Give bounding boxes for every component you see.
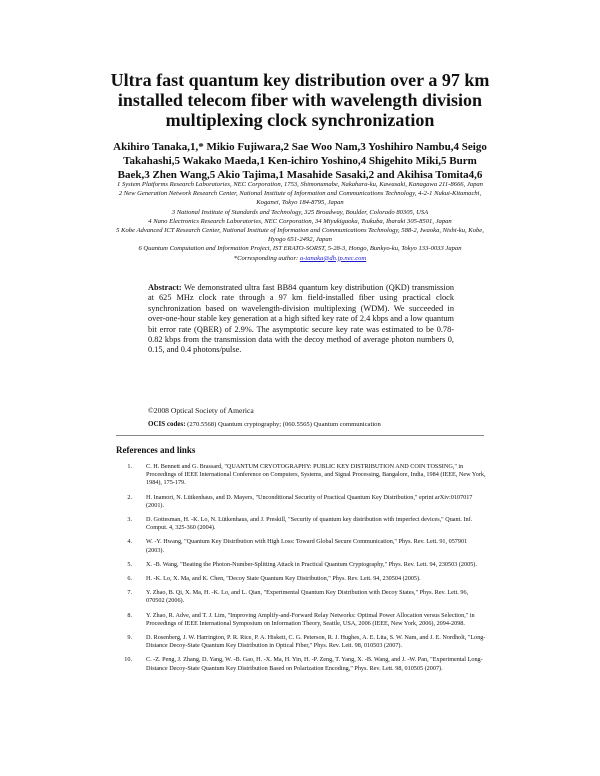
reference-text: Y. Zhao, R. Adve, and T. J. Lim, "Improving Amplify-and-Forward Relay Networks: Optimal Power Allocation versus Selection," in Proceedings of IEEE International Symposium on Information Theory, Seattle, USA, 2006 (IEEE, New York, 2006), 2094-2098. [146,611,475,627]
reference-number: 8. [127,611,132,619]
reference-item [116,561,486,569]
author-list: Akihiro Tanaka,1,* Mikio Fujiwara,2 Sae Woo Nam,3 Yoshihiro Nambu,4 Seigo Takahashi,5 Wakako Maeda,1 Ken-ichiro Yoshino,4 Shigehito Miki,5 Burm Baek,3 Zhen Wang,5 Akio Tajima,1 Masahide Sasaki,2 and Akihisa Tomita4,6 [113,141,487,181]
affiliation-1: 1 System Platforms Research Laboratories, NEC Corporation, 1753, Shimonumabe, Nakahara-ku, Kawasaki, Kanagawa 211-8666, Japan [117,181,483,188]
reference-item [116,634,486,650]
reference-text: D. Rosenberg, J. W. Harrington, P. R. Rice, P. A. Hiskett, C. G. Peterson, R. J. Hughes, A. E. Lita, S. W. Nam, and J. E. Nordholt, "Long-Distance Decoy-State Quantum Key Distribution in Optical Fiber," Phys. Rev. Lett. 98, 010503 (2007). [146,634,486,650]
abstract-label: Abstract: [148,283,182,292]
reference-item [116,656,486,672]
corresponding-email-link[interactable]: a-tanaka@dh.jp.nec.com [299,254,367,262]
reference-number: 9. [127,634,132,642]
reference-item [116,612,486,628]
reference-text: H. Inamori, N. Lütkenhaus, and D. Mayers, "Unconditional Security of Practical Quantum Key Distribution," eprint arXiv:0107017 (2001). [146,493,473,509]
reference-item [116,589,486,605]
reference-number: 5. [127,560,132,568]
paper-title: Ultra fast quantum key distribution over a 97 km installed telecom fiber with wavelength division multiplexing clock synchronization [110,70,490,130]
affiliation-4: 4 Nano Electronics Research Laboratories, NEC Corporation, 34 Miyukigaoka, Tsukuba, Ibaraki 305-8501, Japan [148,217,452,225]
reference-item [116,494,486,510]
reference-text: Y. Zhao, B. Qi, X. Ma, H. -K. Lo, and L. Qian, "Experimental Quantum Key Distribution with Decoy States," Phys. Rev. Lett. 96, 070502 (2006). [146,589,469,605]
ocis-text: (270.5568) Quantum cryptography; (060.5565) Quantum communication [185,421,381,428]
references-heading: References and links [116,445,196,455]
affiliation-5: 5 Kobe Advanced ICT Research Center, National Institute of Information and Communications Technology, 588-2, Iwaoka, Nishi-ku, Kobe, Hyogo 651-2492, Japan [116,227,484,244]
ocis-label: OCIS codes: [148,420,186,428]
section-divider [116,435,484,436]
reference-item [116,575,486,583]
corresponding-label: *Corresponding author: [233,254,300,262]
affiliation-2: 2 New Generation Network Research Center, National Institute of Information and Communications Technology, 4-2-1 Nukui-Kitamachi, Koganei, Tokyo 184-8795, Japan [118,190,482,207]
reference-text: X. -B. Wang, "Beating the Photon-Number-Splitting Attack in Practical Quantum Cryptography," Phys. Rev. Lett. 94, 230503 (2005). [146,560,477,568]
reference-item [116,538,486,554]
corresponding-author [112,254,488,263]
abstract-text: We demonstrated ultra fast BB84 quantum key distribution (QKD) transmission at 625 MHz clock rate through a 97 km field-installed fiber using practical clock synchronization based on wavelength-division multiplexing (WDM). We succeeded in over-one-hour stable key generation at a high sifted key rate of 2.4 kbps and a low quantum bit error rate (QBER) of 2.9%. The asymptotic secure key rate was estimated to be 0.78-0.82 kbps from the transmission data with the decoy method of average photon numbers 0, 0.15, and 0.4 photons/pulse. [148,283,454,355]
reference-text: H. -K. Lo, X. Ma, and K. Chen, "Decoy State Quantum Key Distribution," Phys. Rev. Lett. 94, 230504 (2005). [146,575,421,583]
reference-number: 10. [124,656,132,664]
reference-text: C. -Z. Peng, J. Zhang, D. Yang, W. -B. Gao, H. -X. Ma, H. Yin, H. -P. Zeng, T. Yang, X. -B. Wang, and J. -W. Pan, "Experimental Long-Distance Decoy-State Quantum Key Distribution Based on Polarization Encoding," Phys. Rev. Lett. 98, 010505 (2007). [146,656,483,672]
reference-number: 2. [127,493,132,501]
reference-item [116,516,486,532]
ocis-codes [148,420,468,428]
abstract [148,283,454,356]
affiliations [112,180,488,263]
reference-text: D. Gottesman, H. -K. Lo, N. Lütkenhaus, and J. Preskill, "Security of quantum key distribution with imperfect devices," Quant. Inf. Comput. 4, 325-360 (2004). [146,516,473,532]
affiliation-6: 6 Quantum Computation and Information Project, IST ERATO-SORST, 5-28-3, Hongo, Bunkyo-ku, Tokyo 133-0033 Japan [138,245,462,253]
reference-text: W. -Y. Hwang, "Quantum Key Distribution with High Loss: Toward Global Secure Communication," Phys. Rev. Lett. 91, 057901 (2003). [146,538,468,554]
reference-number: 7. [127,589,132,597]
reference-number: 1. [127,463,132,470]
reference-text: C. H. Bennett and G. Brassard, "QUANTUM CRYOTOGRAPHY: PUBLIC KEY DISTRIBUTION AND COIN TOSSING," in Proceedings of IEEE International Conference on Computers, Systems, and Signal Processing, Bangalore, India, 1984 (IEEE, New York, 1984), 175-179. [146,463,486,487]
reference-number: 3. [127,516,132,524]
reference-number: 4. [127,538,132,546]
reference-item [116,463,486,488]
copyright: ©2008 Optical Society of America [148,406,254,415]
reference-number: 6. [127,575,132,583]
reference-list [116,463,486,679]
affiliation-3: 3 National Institute of Standards and Technology, 325 Broadway, Boulder, Colorado 80305, USA [171,208,429,216]
